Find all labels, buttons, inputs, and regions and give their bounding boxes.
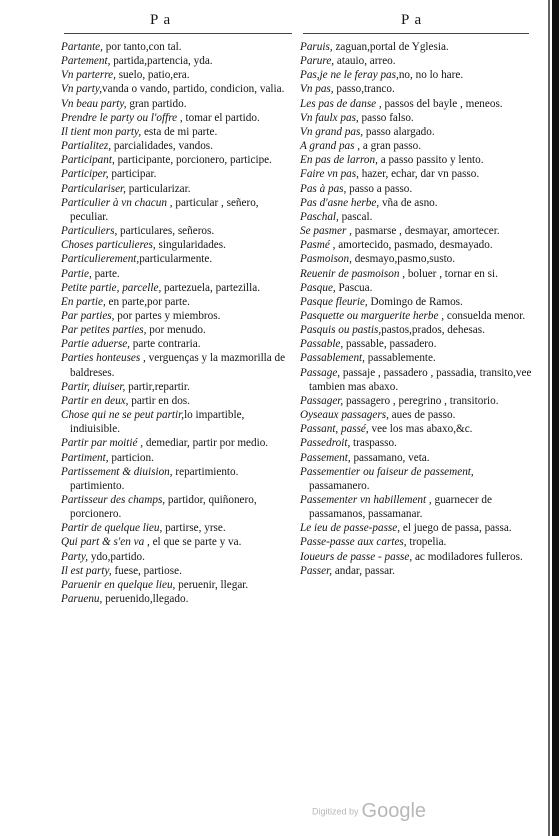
- entry-headword: Passedroit,: [300, 437, 351, 450]
- entry-headword: Partement,: [61, 55, 111, 68]
- entry-headword: Partissement & diuision,: [61, 465, 173, 478]
- dictionary-entry: [61, 68, 293, 82]
- entry-headword: Vn faulx pas,: [300, 111, 359, 124]
- entry-definition: pascal.: [338, 210, 373, 223]
- entry-definition: no, no lo hare.: [398, 69, 464, 82]
- entry-definition: a passo passito y lento.: [377, 154, 484, 167]
- entry-definition: por tanto,con tal.: [102, 41, 182, 53]
- entry-definition: traspasso.: [350, 437, 397, 450]
- dictionary-entry: [61, 196, 293, 224]
- entry-headword: Pasmé ,: [300, 239, 336, 252]
- dictionary-entry: [61, 281, 293, 295]
- page-edge-shadow: [548, 0, 550, 836]
- entry-headword: Vn pas,: [300, 83, 334, 96]
- entry-headword: Passablement,: [300, 352, 365, 365]
- running-head-left: P a: [150, 12, 172, 28]
- dictionary-entry: [61, 167, 293, 181]
- entry-headword: Pasquette ou marguerite herbe ,: [300, 309, 445, 322]
- entry-headword: Pas à pas,: [300, 182, 347, 195]
- dictionary-entry: [300, 153, 532, 167]
- entry-headword: Oyseaux passagers,: [300, 409, 389, 422]
- dictionary-entry: [300, 295, 532, 309]
- dictionary-entry: [61, 252, 293, 266]
- entry-headword: Choses particulieres,: [61, 239, 156, 252]
- entry-definition: pasmarse , desmayar, amortecer.: [351, 225, 500, 238]
- entry-headword: Pas,je ne le feray pas,: [300, 69, 399, 82]
- dictionary-entry: [300, 224, 532, 238]
- entry-headword: Partie aduerse,: [61, 338, 130, 351]
- entry-definition: Pascua.: [335, 281, 373, 294]
- entry-headword: Party,: [61, 550, 89, 563]
- dictionary-entry: [300, 111, 532, 125]
- entry-definition: consuelda menor.: [444, 309, 526, 322]
- dictionary-entry: [300, 139, 532, 153]
- dictionary-entry: [61, 550, 293, 564]
- dictionary-entry: [61, 592, 293, 606]
- entry-definition: el juego de passa, passa.: [400, 522, 512, 535]
- entry-definition: passamano, veta.: [350, 451, 430, 464]
- dictionary-entry: [61, 295, 293, 309]
- entry-definition: particion.: [108, 451, 154, 464]
- entry-definition: vña de asno.: [379, 196, 438, 209]
- entry-headword: Prendre le party ou l'offre ,: [61, 111, 183, 124]
- entry-headword: Passementier ou faiseur de passement,: [300, 465, 474, 478]
- google-logo: Google: [361, 800, 427, 822]
- running-head-right: P a: [401, 12, 423, 28]
- right-column: [300, 40, 532, 578]
- dictionary-entry: [61, 408, 293, 436]
- entry-definition: passablemente.: [364, 352, 436, 365]
- entry-headword: Paruenu,: [61, 593, 103, 606]
- dictionary-entry: [300, 281, 532, 295]
- entry-definition: passable, passadero.: [343, 338, 437, 351]
- dictionary-entry: [300, 267, 532, 281]
- dictionary-entry: [61, 238, 293, 252]
- entry-headword: Pasque fleurie,: [300, 295, 368, 308]
- entry-definition: passagero , peregrino , transitorio.: [343, 394, 499, 407]
- entry-definition: partida,partencia, yda.: [110, 55, 213, 68]
- dictionary-entry: [300, 451, 532, 465]
- dictionary-entry: [300, 309, 532, 323]
- dictionary-entry: [61, 337, 293, 351]
- entry-definition: tropelia.: [406, 536, 447, 549]
- entry-definition: desmayo,pasmo,susto.: [351, 253, 456, 266]
- entry-headword: Petite partie, parcelle,: [61, 281, 162, 294]
- entry-definition: parcialidades, vandos.: [111, 140, 213, 153]
- header-rule-right: [303, 33, 529, 34]
- entry-headword: Passant, passé,: [300, 423, 369, 436]
- entry-definition: vanda o vando, partido, condicion, valia.: [102, 83, 285, 96]
- entry-headword: Particulier à vn chacun ,: [61, 196, 173, 209]
- dictionary-entry: [61, 182, 293, 196]
- dictionary-entry: [61, 125, 293, 139]
- entry-headword: Pasquis ou pastis,: [300, 324, 382, 337]
- dictionary-entry: [61, 309, 293, 323]
- entry-headword: En partie,: [61, 295, 106, 308]
- entry-headword: Parure,: [300, 55, 335, 68]
- entry-headword: Les pas de danse ,: [300, 97, 382, 110]
- entry-headword: Paschal,: [300, 210, 339, 223]
- dictionary-entry: [61, 380, 293, 394]
- dictionary-entry: [300, 422, 532, 436]
- dictionary-entry: [300, 394, 532, 408]
- dictionary-entry: [300, 337, 532, 351]
- entry-definition: parte.: [91, 267, 120, 280]
- entry-headword: Parties honteuses ,: [61, 352, 146, 365]
- watermark-prefix: Digitized by: [312, 806, 359, 817]
- entry-headword: Par petites parties,: [61, 324, 147, 337]
- dictionary-entry: [300, 82, 532, 96]
- entry-headword: Ioueurs de passe - passe,: [300, 550, 413, 563]
- entry-definition: boluer , tornar en si.: [405, 267, 498, 280]
- entry-headword: Passe-passe aux cartes,: [300, 536, 407, 549]
- entry-definition: passos del bayle , meneos.: [381, 97, 503, 110]
- entry-definition: Domingo de Ramos.: [367, 295, 463, 308]
- entry-headword: Partante,: [61, 41, 103, 53]
- entry-definition: partir,repartir.: [125, 380, 190, 393]
- entry-headword: Partir, diuiser,: [61, 380, 126, 393]
- dictionary-entry: [300, 238, 532, 252]
- entry-definition: partirse, yrse.: [162, 522, 226, 535]
- entry-definition: verguenças y la mazmorilla de baldreses.: [70, 352, 286, 379]
- entry-headword: Pasmoison,: [300, 253, 352, 266]
- entry-headword: Vn party,: [61, 83, 103, 96]
- entry-definition: lo impartible, indiuisible.: [70, 409, 245, 436]
- dictionary-entry: [61, 578, 293, 592]
- entry-headword: Pas d'asne herbe,: [300, 196, 380, 209]
- dictionary-entry: [61, 535, 293, 549]
- entry-definition: fuese, partiose.: [111, 564, 182, 577]
- entry-headword: Partie,: [61, 267, 92, 280]
- entry-headword: Vn beau party,: [61, 97, 127, 110]
- entry-definition: parte contraria.: [129, 338, 201, 351]
- entry-definition: zaguan,portal de Yglesia.: [332, 41, 449, 53]
- dictionary-entry: [61, 97, 293, 111]
- dictionary-entry: [61, 139, 293, 153]
- dictionary-entry: [61, 111, 293, 125]
- dictionary-entry: [300, 196, 532, 210]
- dictionary-entry: [300, 550, 532, 564]
- entry-headword: Participant,: [61, 154, 115, 167]
- entry-headword: Partialitez,: [61, 140, 112, 153]
- entry-headword: Paruenir en quelque lieu,: [61, 578, 176, 591]
- entry-headword: Partisseur des champs,: [61, 494, 166, 506]
- dictionary-entry: [300, 323, 532, 337]
- entry-definition: singularidades.: [155, 239, 226, 252]
- dictionary-entry: [61, 267, 293, 281]
- entry-definition: ydo,partido.: [88, 550, 145, 563]
- entry-headword: Particulierement,: [61, 253, 140, 266]
- entry-headword: Passementer vn habillement ,: [300, 494, 432, 506]
- dictionary-entry: [61, 451, 293, 465]
- dictionary-entry: [61, 351, 293, 379]
- dictionary-entry: [300, 68, 532, 82]
- dictionary-entry: [61, 323, 293, 337]
- dictionary-entry: [300, 167, 532, 181]
- entry-headword: Partir en deux,: [61, 394, 129, 407]
- entry-headword: Pasque,: [300, 281, 336, 294]
- entry-headword: Vn grand pas,: [300, 125, 364, 138]
- dictionary-entry: [61, 394, 293, 408]
- entry-headword: Partir de quelque lieu,: [61, 522, 163, 535]
- entry-definition: passo alargado.: [363, 125, 435, 138]
- entry-definition: guarnecer de passamanos, passamanar.: [309, 494, 492, 521]
- dictionary-entry: [61, 54, 293, 68]
- entry-definition: partezuela, partezilla.: [161, 281, 261, 294]
- entry-definition: particularmente.: [139, 253, 213, 266]
- dictionary-entry: [61, 40, 293, 54]
- entry-definition: partidor, quiñonero, porcionero.: [70, 494, 257, 521]
- dictionary-entry: [300, 210, 532, 224]
- dictionary-entry: [61, 493, 293, 521]
- left-column: [61, 40, 293, 606]
- entry-headword: Se pasmer ,: [300, 225, 352, 238]
- entry-headword: Participer,: [61, 168, 109, 181]
- dictionary-entry: [300, 351, 532, 365]
- dictionary-entry: [61, 82, 293, 96]
- dictionary-entry: [300, 535, 532, 549]
- dictionary-entry: [300, 125, 532, 139]
- entry-definition: passo a passo.: [346, 182, 413, 195]
- entry-headword: Reuenir de pasmoison ,: [300, 267, 406, 280]
- entry-definition: peruenir, llegar.: [175, 578, 249, 591]
- entry-definition: por partes y miembros.: [114, 309, 221, 322]
- dictionary-entry: [300, 40, 532, 54]
- entry-headword: A grand pas ,: [300, 140, 361, 153]
- entry-headword: Il est party,: [61, 564, 112, 577]
- dictionary-entry: [300, 252, 532, 266]
- entry-definition: el que se parte y va.: [149, 536, 242, 549]
- dictionary-entry: [300, 366, 532, 394]
- entry-definition: particulares, señeros.: [117, 225, 215, 238]
- entry-headword: Particulariser,: [61, 182, 126, 195]
- entry-definition: repartimiento. partimiento.: [70, 465, 239, 492]
- dictionary-entry: [300, 493, 532, 521]
- entry-definition: hazer, echar, dar vn passo.: [358, 168, 480, 181]
- entry-headword: Par parties,: [61, 309, 115, 322]
- entry-definition: passo,tranco.: [333, 83, 395, 96]
- entry-headword: Passage,: [300, 366, 341, 379]
- dictionary-entry: [300, 521, 532, 535]
- entry-definition: amortecido, pasmado, desmayado.: [335, 239, 493, 252]
- dictionary-entry: [300, 182, 532, 196]
- entry-definition: pastos,prados, dehesas.: [381, 324, 485, 337]
- entry-definition: en parte,por parte.: [105, 295, 190, 308]
- dictionary-entry: [61, 521, 293, 535]
- entry-definition: participar.: [108, 168, 157, 181]
- entry-headword: En pas de larron,: [300, 154, 378, 167]
- entry-definition: esta de mi parte.: [141, 125, 218, 138]
- entry-headword: Particuliers,: [61, 225, 118, 238]
- dictionary-entry: [61, 436, 293, 450]
- entry-headword: Passager,: [300, 394, 344, 407]
- dictionary-entry: [300, 436, 532, 450]
- entry-definition: gran partido.: [126, 97, 187, 110]
- entry-headword: Passement,: [300, 451, 351, 464]
- entry-headword: Qui part & s'en va ,: [61, 536, 150, 549]
- entry-definition: peruenido,llegado.: [102, 593, 189, 606]
- dictionary-entry: [300, 408, 532, 422]
- entry-headword: Partir par moitié ,: [61, 437, 144, 450]
- dictionary-entry: [300, 465, 532, 493]
- entry-headword: Passable,: [300, 338, 344, 351]
- entry-definition: passo falso.: [358, 111, 414, 124]
- entry-headword: Partiment,: [61, 451, 109, 464]
- dictionary-entry: [300, 564, 532, 578]
- entry-definition: por menudo.: [146, 324, 206, 337]
- dictionary-entry: [61, 224, 293, 238]
- entry-headword: Il tient mon party,: [61, 125, 142, 138]
- entry-definition: aues de passo.: [388, 409, 456, 422]
- entry-definition: particularizar.: [125, 182, 191, 195]
- entry-headword: Faire vn pas,: [300, 168, 359, 181]
- dictionary-entry: [300, 54, 532, 68]
- dictionary-entry: [61, 153, 293, 167]
- entry-headword: Le ieu de passe-passe,: [300, 522, 401, 535]
- entry-definition: participante, porcionero, participe.: [114, 154, 272, 167]
- entry-headword: Chose qui ne se peut partir,: [61, 409, 185, 422]
- entry-definition: suelo, patio,era.: [115, 69, 190, 82]
- entry-headword: Vn parterre,: [61, 69, 116, 82]
- entry-definition: a gran passo.: [360, 140, 421, 153]
- entry-definition: atauio, arreo.: [334, 55, 396, 68]
- entry-definition: vee los mas abaxo,&c.: [368, 423, 473, 436]
- entry-headword: Passer,: [300, 564, 333, 577]
- dictionary-entry: [61, 564, 293, 578]
- entry-definition: passamanero.: [309, 479, 370, 492]
- entry-definition: andar, passar.: [332, 564, 395, 577]
- entry-headword: Paruis,: [300, 41, 333, 53]
- entry-definition: demediar, partir por medio.: [143, 437, 269, 450]
- entry-definition: particular , señero, peculiar.: [70, 196, 259, 223]
- entry-definition: ac modiladores fulleros.: [412, 550, 523, 563]
- dictionary-entry: [300, 97, 532, 111]
- page-edge: [552, 0, 559, 836]
- entry-definition: passaje , passadero , passadia, transito,vee tambien mas abaxo.: [309, 366, 532, 393]
- entry-definition: partir en dos.: [128, 394, 190, 407]
- header-rule-left: [64, 33, 292, 34]
- entry-definition: tomar el partido.: [182, 111, 260, 124]
- digitized-watermark: [312, 800, 426, 823]
- dictionary-entry: [61, 465, 293, 493]
